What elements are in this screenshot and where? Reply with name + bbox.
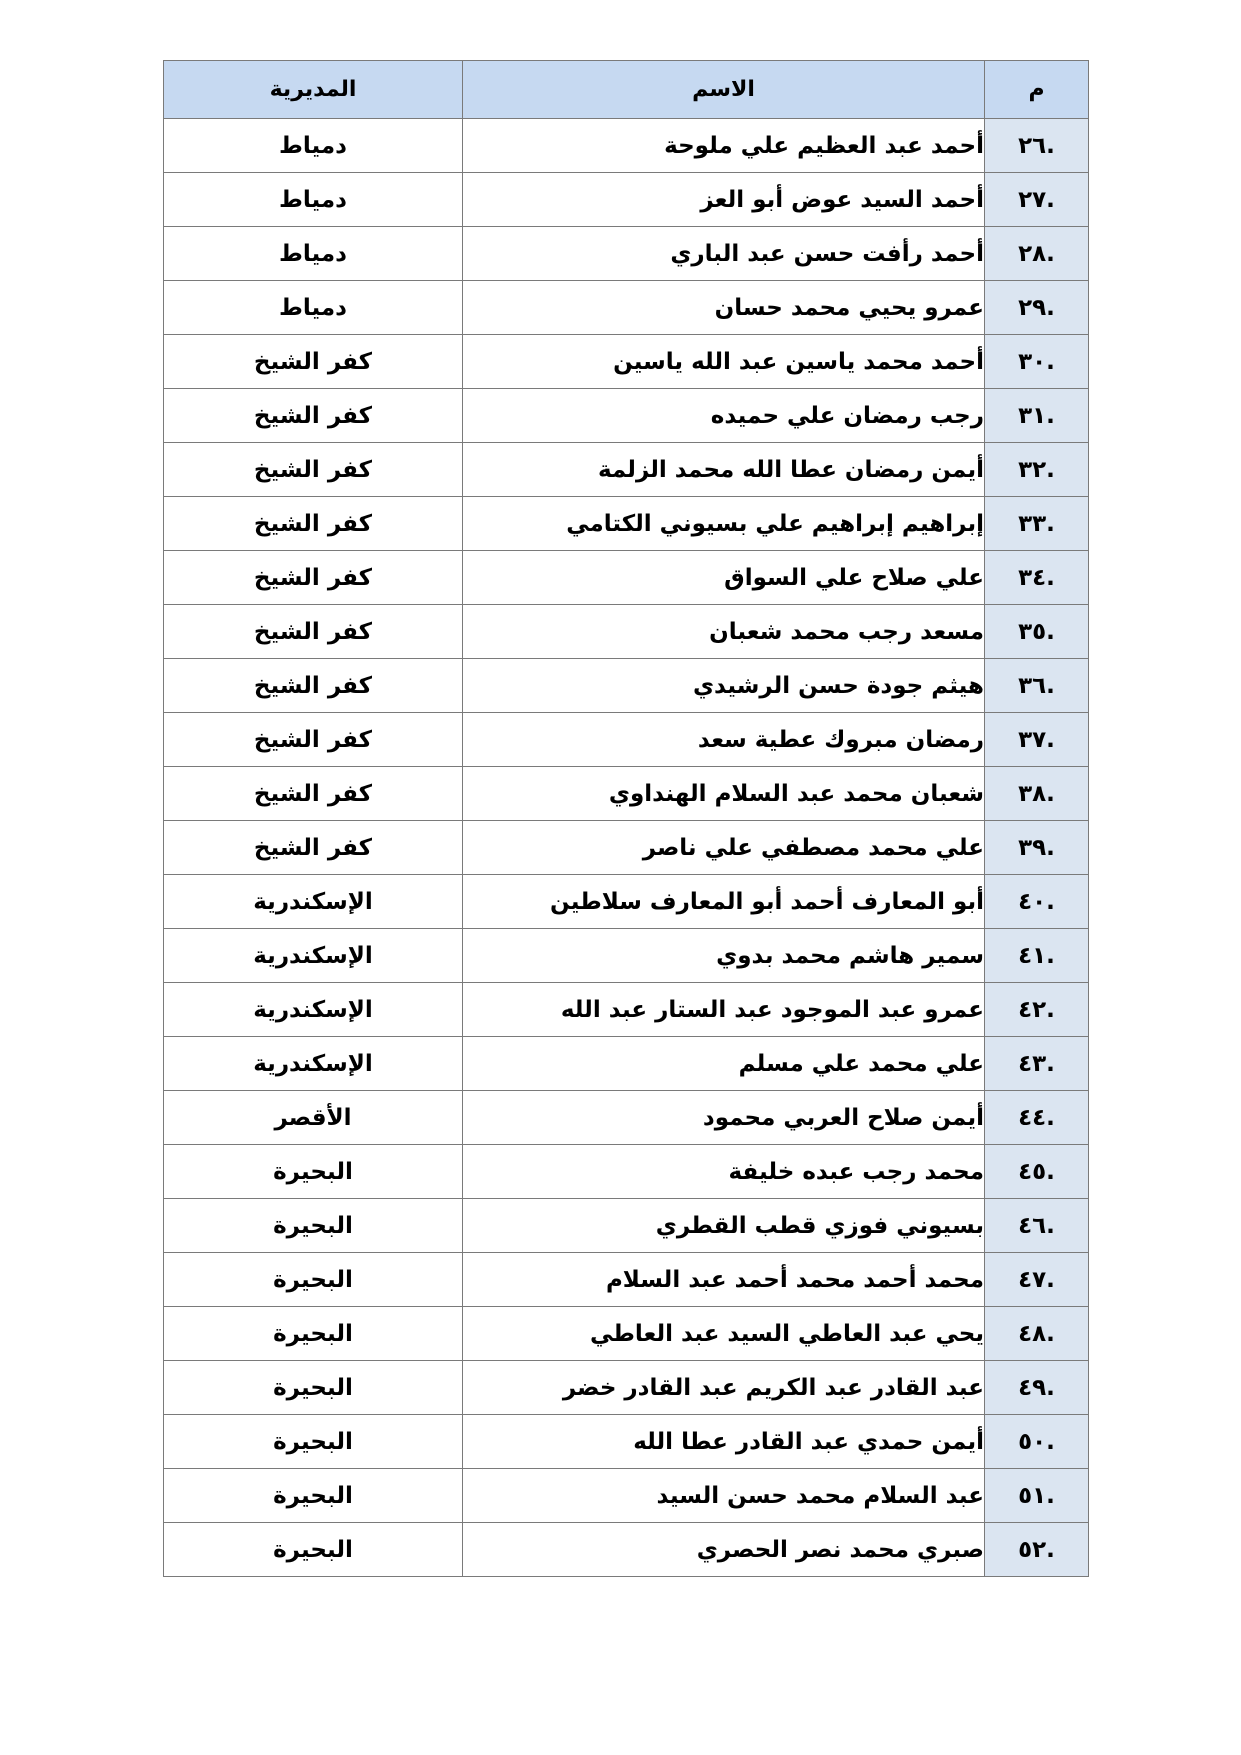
row-directorate: كفر الشيخ xyxy=(164,551,463,605)
row-directorate: البحيرة xyxy=(164,1145,463,1199)
table-row xyxy=(164,1307,1089,1361)
row-number: .٥١ xyxy=(985,1469,1089,1523)
row-number: .٤٤ xyxy=(985,1091,1089,1145)
table-row xyxy=(164,875,1089,929)
row-name: محمد أحمد محمد أحمد عبد السلام xyxy=(463,1253,985,1307)
row-name: يحي عبد العاطي السيد عبد العاطي xyxy=(463,1307,985,1361)
table-row xyxy=(164,497,1089,551)
row-directorate: الإسكندرية xyxy=(164,1037,463,1091)
table-row xyxy=(164,1145,1089,1199)
row-number: .٢٧ xyxy=(985,173,1089,227)
row-number: .٢٦ xyxy=(985,119,1089,173)
row-name: رجب رمضان علي حميده xyxy=(463,389,985,443)
table-row xyxy=(164,983,1089,1037)
table-row xyxy=(164,335,1089,389)
row-name: محمد رجب عبده خليفة xyxy=(463,1145,985,1199)
table-row xyxy=(164,659,1089,713)
row-directorate: كفر الشيخ xyxy=(164,389,463,443)
row-directorate: كفر الشيخ xyxy=(164,713,463,767)
row-number: .٤٨ xyxy=(985,1307,1089,1361)
row-number: .٤٧ xyxy=(985,1253,1089,1307)
row-directorate: البحيرة xyxy=(164,1415,463,1469)
row-number: .٣٣ xyxy=(985,497,1089,551)
row-name: أحمد رأفت حسن عبد الباري xyxy=(463,227,985,281)
row-name: أبو المعارف أحمد أبو المعارف سلاطين xyxy=(463,875,985,929)
row-name: بسيوني فوزي قطب القطري xyxy=(463,1199,985,1253)
row-name: صبري محمد نصر الحصري xyxy=(463,1523,985,1577)
table-row xyxy=(164,443,1089,497)
row-name: شعبان محمد عبد السلام الهنداوي xyxy=(463,767,985,821)
row-directorate: دمياط xyxy=(164,281,463,335)
row-name: رمضان مبروك عطية سعد xyxy=(463,713,985,767)
row-name: عبد القادر عبد الكريم عبد القادر خضر xyxy=(463,1361,985,1415)
row-name: أحمد محمد ياسين عبد الله ياسين xyxy=(463,335,985,389)
row-number: .٤٠ xyxy=(985,875,1089,929)
row-number: .٣٩ xyxy=(985,821,1089,875)
row-name: علي محمد مصطفي علي ناصر xyxy=(463,821,985,875)
row-name: عمرو يحيي محمد حسان xyxy=(463,281,985,335)
table-row xyxy=(164,119,1089,173)
row-name: عمرو عبد الموجود عبد الستار عبد الله xyxy=(463,983,985,1037)
row-number: .٤١ xyxy=(985,929,1089,983)
row-number: .٣٤ xyxy=(985,551,1089,605)
row-number: .٤٣ xyxy=(985,1037,1089,1091)
table-row xyxy=(164,551,1089,605)
header-number: م xyxy=(985,61,1089,119)
table-row xyxy=(164,1199,1089,1253)
row-name: عبد السلام محمد حسن السيد xyxy=(463,1469,985,1523)
header-directorate: المديرية xyxy=(164,61,463,119)
row-name: علي محمد علي مسلم xyxy=(463,1037,985,1091)
table-row xyxy=(164,821,1089,875)
header-name: الاسم xyxy=(463,61,985,119)
row-directorate: الأقصر xyxy=(164,1091,463,1145)
row-name: أحمد عبد العظيم علي ملوحة xyxy=(463,119,985,173)
row-number: .٣٦ xyxy=(985,659,1089,713)
row-directorate: البحيرة xyxy=(164,1469,463,1523)
row-name: مسعد رجب محمد شعبان xyxy=(463,605,985,659)
row-directorate: كفر الشيخ xyxy=(164,443,463,497)
row-directorate: الإسكندرية xyxy=(164,983,463,1037)
row-directorate: كفر الشيخ xyxy=(164,821,463,875)
row-name: أيمن رمضان عطا الله محمد الزلمة xyxy=(463,443,985,497)
table-row xyxy=(164,1361,1089,1415)
row-number: .٣٥ xyxy=(985,605,1089,659)
row-name: أحمد السيد عوض أبو العز xyxy=(463,173,985,227)
row-directorate: كفر الشيخ xyxy=(164,335,463,389)
row-number: .٤٦ xyxy=(985,1199,1089,1253)
row-number: .٤٢ xyxy=(985,983,1089,1037)
table-row xyxy=(164,1037,1089,1091)
row-number: .٣١ xyxy=(985,389,1089,443)
table-row xyxy=(164,605,1089,659)
row-directorate: البحيرة xyxy=(164,1361,463,1415)
table-row xyxy=(164,389,1089,443)
row-directorate: البحيرة xyxy=(164,1199,463,1253)
table-row xyxy=(164,1523,1089,1577)
table-row xyxy=(164,713,1089,767)
table-row xyxy=(164,227,1089,281)
row-name: أيمن صلاح العربي محمود xyxy=(463,1091,985,1145)
row-name: هيثم جودة حسن الرشيدي xyxy=(463,659,985,713)
row-number: .٥٠ xyxy=(985,1415,1089,1469)
table-row xyxy=(164,929,1089,983)
table-row xyxy=(164,1091,1089,1145)
row-directorate: كفر الشيخ xyxy=(164,767,463,821)
row-name: علي صلاح علي السواق xyxy=(463,551,985,605)
table-row xyxy=(164,1415,1089,1469)
table-row xyxy=(164,767,1089,821)
row-directorate: البحيرة xyxy=(164,1253,463,1307)
row-name: سمير هاشم محمد بدوي xyxy=(463,929,985,983)
row-directorate: كفر الشيخ xyxy=(164,497,463,551)
row-directorate: الإسكندرية xyxy=(164,929,463,983)
row-directorate: دمياط xyxy=(164,227,463,281)
roster-table xyxy=(163,60,1089,1577)
row-number: .٣٨ xyxy=(985,767,1089,821)
row-directorate: الإسكندرية xyxy=(164,875,463,929)
row-number: .٤٩ xyxy=(985,1361,1089,1415)
row-directorate: دمياط xyxy=(164,119,463,173)
row-directorate: دمياط xyxy=(164,173,463,227)
table-body xyxy=(164,119,1089,1577)
row-number: .٣٧ xyxy=(985,713,1089,767)
table-row xyxy=(164,1469,1089,1523)
row-directorate: البحيرة xyxy=(164,1307,463,1361)
row-number: .٣٢ xyxy=(985,443,1089,497)
row-directorate: كفر الشيخ xyxy=(164,605,463,659)
row-number: .٤٥ xyxy=(985,1145,1089,1199)
row-directorate: كفر الشيخ xyxy=(164,659,463,713)
row-number: .٢٩ xyxy=(985,281,1089,335)
table-row xyxy=(164,1253,1089,1307)
row-number: .٢٨ xyxy=(985,227,1089,281)
row-name: إبراهيم إبراهيم علي بسيوني الكتامي xyxy=(463,497,985,551)
table-header xyxy=(164,61,1089,119)
row-number: .٣٠ xyxy=(985,335,1089,389)
row-directorate: البحيرة xyxy=(164,1523,463,1577)
row-number: .٥٢ xyxy=(985,1523,1089,1577)
row-name: أيمن حمدي عبد القادر عطا الله xyxy=(463,1415,985,1469)
table-row xyxy=(164,281,1089,335)
table-row xyxy=(164,173,1089,227)
header-row xyxy=(164,61,1089,119)
